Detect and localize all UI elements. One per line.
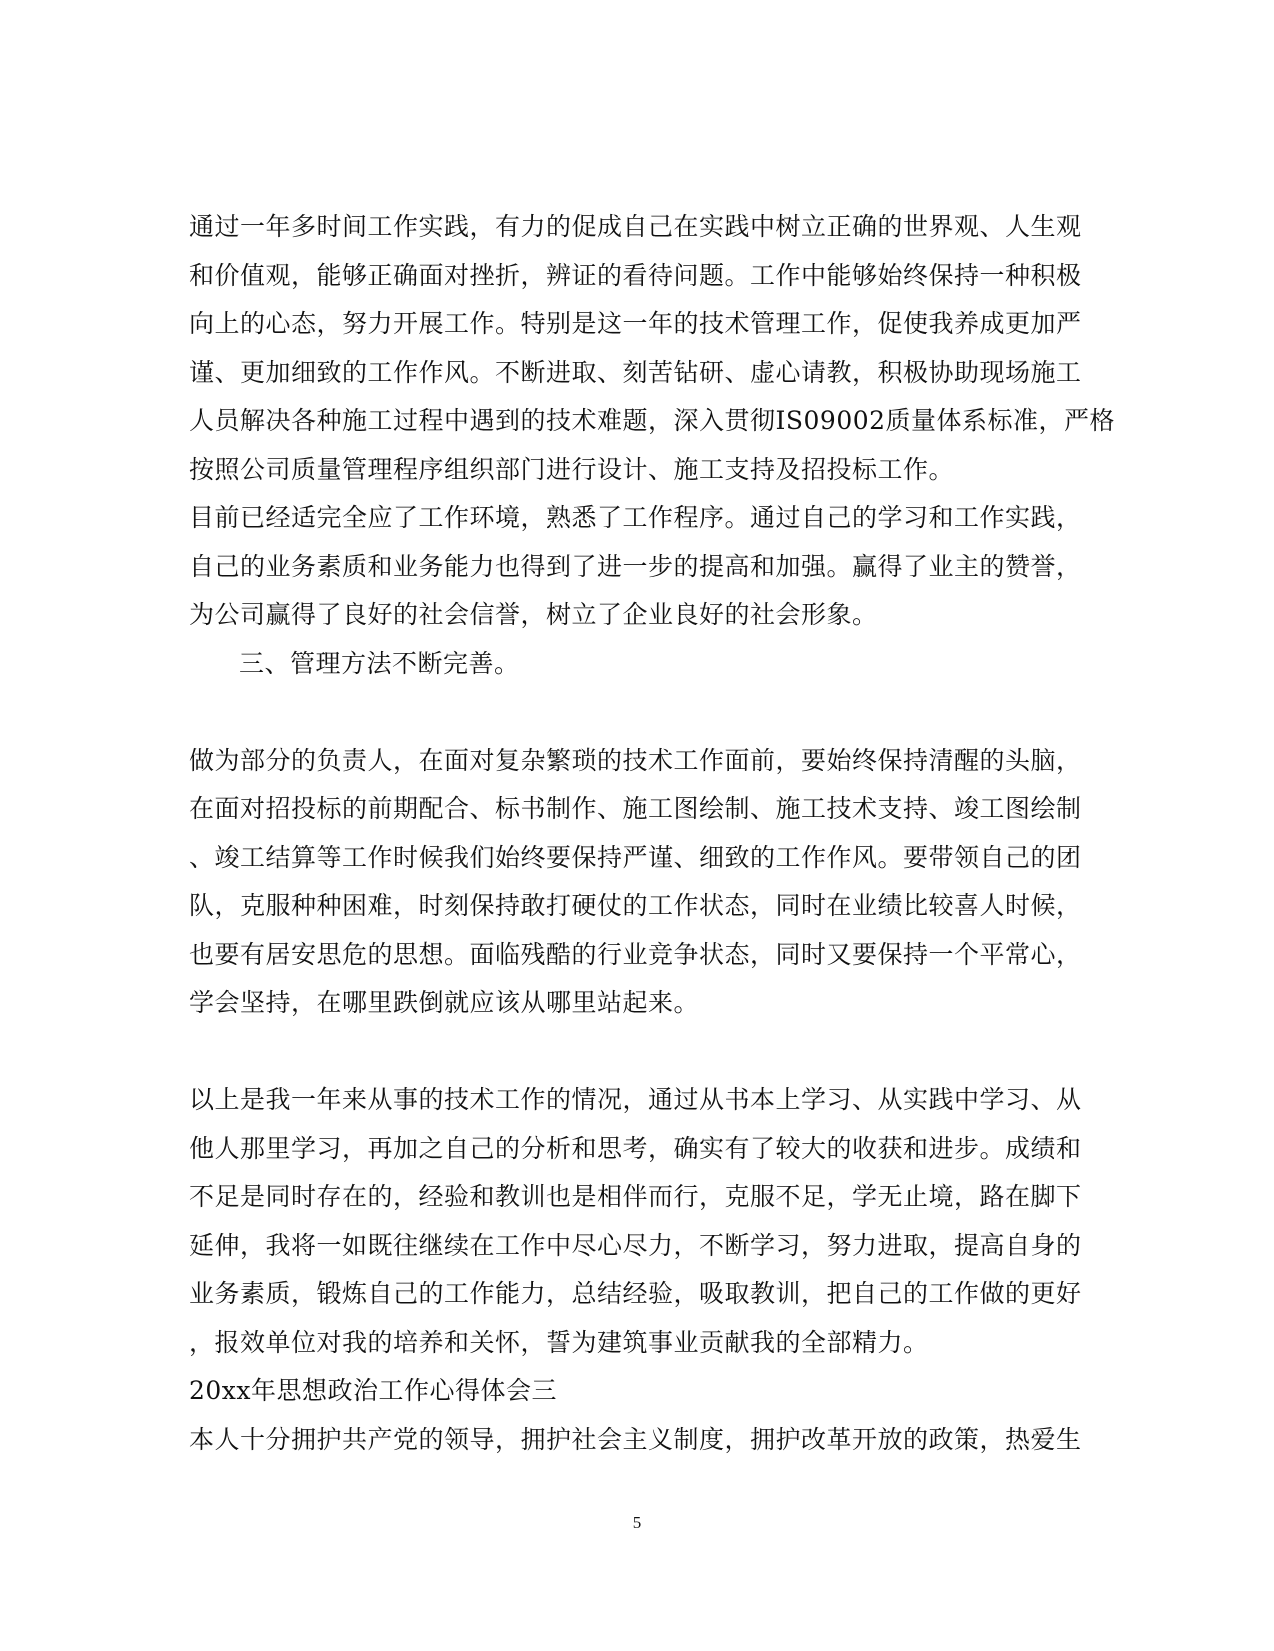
text-line: ，报效单位对我的培养和关怀，誓为建筑事业贡献我的全部精力。 (189, 1327, 929, 1357)
text-line: 不足是同时存在的，经验和教训也是相伴而行，克服不足，学无止境，路在脚下 (189, 1182, 1082, 1211)
text-line: 做为部分的负责人，在面对复杂繁琐的技术工作面前，要始终保持清醒的头脑， (189, 745, 1082, 775)
text-line: 自己的业务素质和业务能力也得到了进一步的提高和加强。赢得了业主的赞誉， (189, 551, 1082, 581)
text-line: 队，克服种种困难，时刻保持敢打硬仗的工作状态，同时在业绩比较喜人时候， (189, 891, 1082, 920)
text-line: 目前已经适完全应了工作环境，熟悉了工作程序。通过自己的学习和工作实践， (189, 503, 1082, 532)
text-line: 为公司赢得了良好的社会信誉，树立了企业良好的社会形象。 (189, 600, 878, 629)
paragraph-1 (189, 203, 1116, 494)
text-line: 业务素质，锻炼自己的工作能力，总结经验，吸取教训，把自己的工作做的更好 (189, 1279, 1082, 1308)
article-title: 20xx年思想政治工作心得体会三 (189, 1376, 558, 1405)
text-line: 也要有居安思危的思想。面临残酷的行业竞争状态，同时又要保持一个平常心， (189, 939, 1082, 969)
paragraph-3 (189, 737, 1082, 1028)
text-line: 谨、更加细致的工作作风。不断进取、刻苦钻研、虚心请教，积极协助现场施工 (189, 357, 1082, 387)
text-line: 学会坚持，在哪里跌倒就应该从哪里站起来。 (189, 988, 700, 1017)
text-line: 人员解决各种施工过程中遇到的技术难题，深入贯彻IS09002质量体系标准，严格 (189, 406, 1116, 435)
document-body (189, 203, 1116, 1464)
blank-line (189, 688, 1079, 737)
text-line: 以上是我一年来从事的技术工作的情况，通过从书本上学习、从实践中学习、从 (189, 1085, 1082, 1114)
text-line: 、竣工结算等工作时候我们始终要保持严谨、细致的工作作风。要带领自己的团 (189, 842, 1082, 872)
text-line: 本人十分拥护共产党的领导，拥护社会主义制度，拥护改革开放的政策，热爱生 (189, 1424, 1082, 1454)
text-line: 向上的心态，努力开展工作。特别是这一年的技术管理工作，促使我养成更加严 (189, 309, 1082, 338)
text-line: 通过一年多时间工作实践，有力的促成自己在实践中树立正确的世界观、人生观 (189, 212, 1082, 241)
blank-line (189, 1028, 1079, 1077)
text-line: 和价值观，能够正确面对挫折，辨证的看待问题。工作中能够始终保持一种积极 (189, 260, 1082, 290)
text-line: 他人那里学习，再加之自己的分析和思考，确实有了较大的收获和进步。成绩和 (189, 1133, 1082, 1163)
text-line: 在面对招投标的前期配合、标书制作、施工图绘制、施工技术支持、竣工图绘制 (189, 794, 1082, 823)
paragraph-2 (189, 494, 1082, 640)
section-heading: 三、管理方法不断完善。 (239, 648, 520, 678)
paragraph-5 (189, 1416, 1082, 1465)
paragraph-4 (189, 1076, 1082, 1367)
text-line: 按照公司质量管理程序组织部门进行设计、施工支持及招投标工作。 (189, 454, 955, 484)
text-line: 延伸，我将一如既往继续在工作中尽心尽力，不断学习，努力进取，提高自身的 (189, 1230, 1082, 1260)
page-number: 5 (632, 1513, 642, 1532)
